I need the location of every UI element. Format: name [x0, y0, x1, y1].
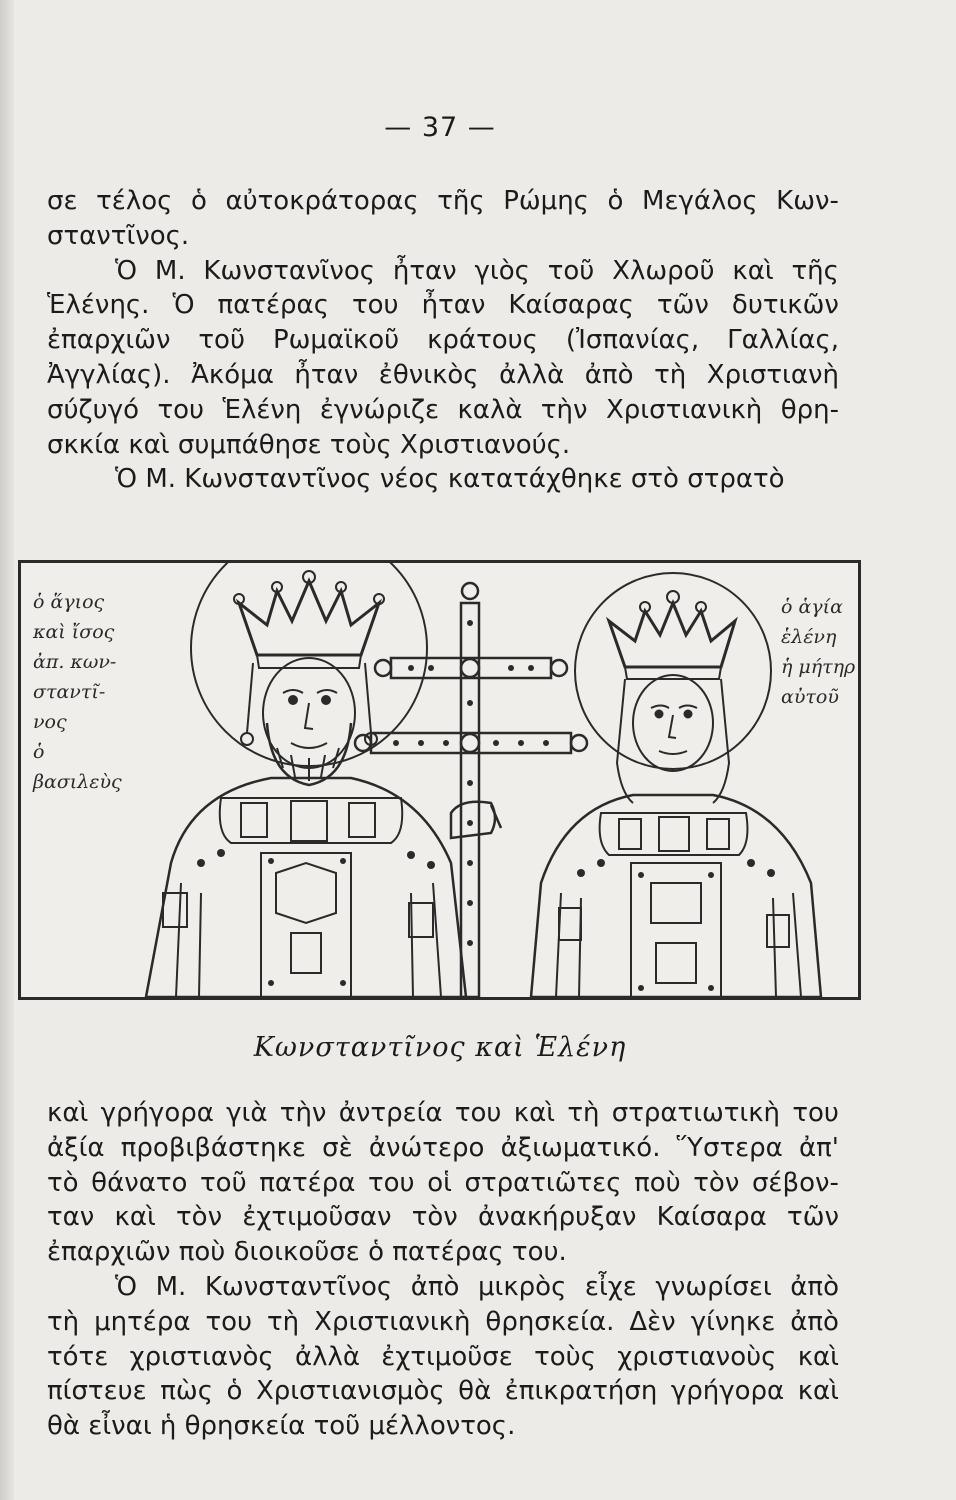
inscription-line: βασιλεὺς: [33, 771, 122, 793]
inscription-line: ἀπ. κων-: [33, 651, 117, 673]
text-line: ἐπαρχιῶν ποὺ διοικοῦσε ὁ πατέρας του.: [47, 1237, 567, 1268]
text-line: Ὁ Μ. Κωνστανῖνος ἦταν γιὸς τοῦ Χλωροῦ καὶ τῆς: [115, 255, 839, 286]
helena-figure: [531, 573, 821, 997]
page-number: — 37 —: [384, 112, 496, 143]
text-line: Ἀγγλίας). Ἀκόμα ἦταν ἐθνικὸς ἀλλὰ ἀπὸ τὴ Χριστιανὴ: [47, 359, 839, 390]
inscription-line: ὁ ἅγιος: [33, 591, 105, 613]
inscription-line: ὁ ἁγία: [781, 596, 843, 618]
inscription-left: [32, 591, 122, 793]
text-line: τότε χριστιανὸς ἀλλὰ ἐχτιμοῦσε τοὺς χριστιανοὺς καὶ: [47, 1341, 839, 1372]
inscription-line: σταντῖ-: [33, 681, 106, 703]
text-line: σε τέλος ὁ αὐτοκράτορας τῆς Ρώμης ὁ Μεγάλος Κων-: [47, 186, 839, 216]
inscription-line: καὶ ἴσος: [33, 621, 115, 643]
illustration-caption: Κωνσταντῖνος καὶ Ἑλένη: [253, 1032, 627, 1063]
cross-figure: [355, 583, 587, 997]
inscription-line: ὁ: [33, 741, 45, 763]
inscription-right: [781, 596, 856, 708]
text-line: σταντῖνος.: [47, 220, 190, 251]
text-line: ταν καὶ τὸν ἐχτιμοῦσαν τὸν ἀνακήρυξαν Καίσαρα τῶν: [47, 1202, 839, 1233]
text-line: ἐπαρχιῶν τοῦ Ρωμαϊκοῦ κράτους (Ἰσπανίας, Γαλλίας,: [47, 325, 839, 356]
text-line: τὴ μητέρα του τὴ Χριστιανικὴ θρησκεία. Δὲν γίνηκε ἀπὸ: [47, 1306, 839, 1337]
inscription-line: ἑλένη: [781, 626, 837, 648]
inscription-line: νος: [33, 711, 67, 733]
text-line: θὰ εἶναι ἡ θρησκεία τοῦ μέλλοντος.: [47, 1411, 516, 1442]
text-line: Ἑλένης. Ὁ πατέρας του ἦταν Καίσαρας τῶν δυτικῶν: [47, 290, 839, 321]
text-line: τὸ θάνατο τοῦ πατέρα του οἱ στρατιῶτες ποὺ τὸν σέβον-: [47, 1167, 839, 1198]
text-block-bottom: [47, 1096, 839, 1444]
illustration-constantine-and-helena: [18, 560, 861, 1000]
text-line: Ὁ Μ. Κωνσταντῖνος ἀπὸ μικρὸς εἶχε γνωρίσει ἀπὸ: [115, 1271, 839, 1302]
text-line: καὶ γρήγορα γιὰ τὴν ἀντρεία του καὶ τὴ στρατιωτικὴ του: [47, 1098, 839, 1128]
text-line: Ὁ Μ. Κωνσταντῖνος νέος κατατάχθηκε στὸ στρατὸ: [115, 464, 785, 495]
constantine-figure: [146, 563, 466, 997]
text-block-top: [47, 184, 839, 497]
text-line: πίστευε πὼς ὁ Χριστιανισμὸς θὰ ἐπικρατήση γρήγορα καὶ: [47, 1376, 839, 1407]
page-spine-shadow: [0, 0, 14, 1500]
text-line: σύζυγό του Ἑλένη ἐγνώριζε καλὰ τὴν Χριστιανικὴ θρη-: [47, 394, 839, 425]
inscription-line: ἡ μήτηρ: [781, 656, 856, 678]
inscription-line: αὐτοῦ: [781, 686, 839, 708]
text-line: ἀξία προβιβάστηκε σὲ ἀνώτερο ἀξιωματικό. Ὕστερα ἀπ': [47, 1132, 839, 1163]
text-line: σκκία καὶ συμπάθησε τοὺς Χριστιανούς.: [47, 429, 571, 460]
